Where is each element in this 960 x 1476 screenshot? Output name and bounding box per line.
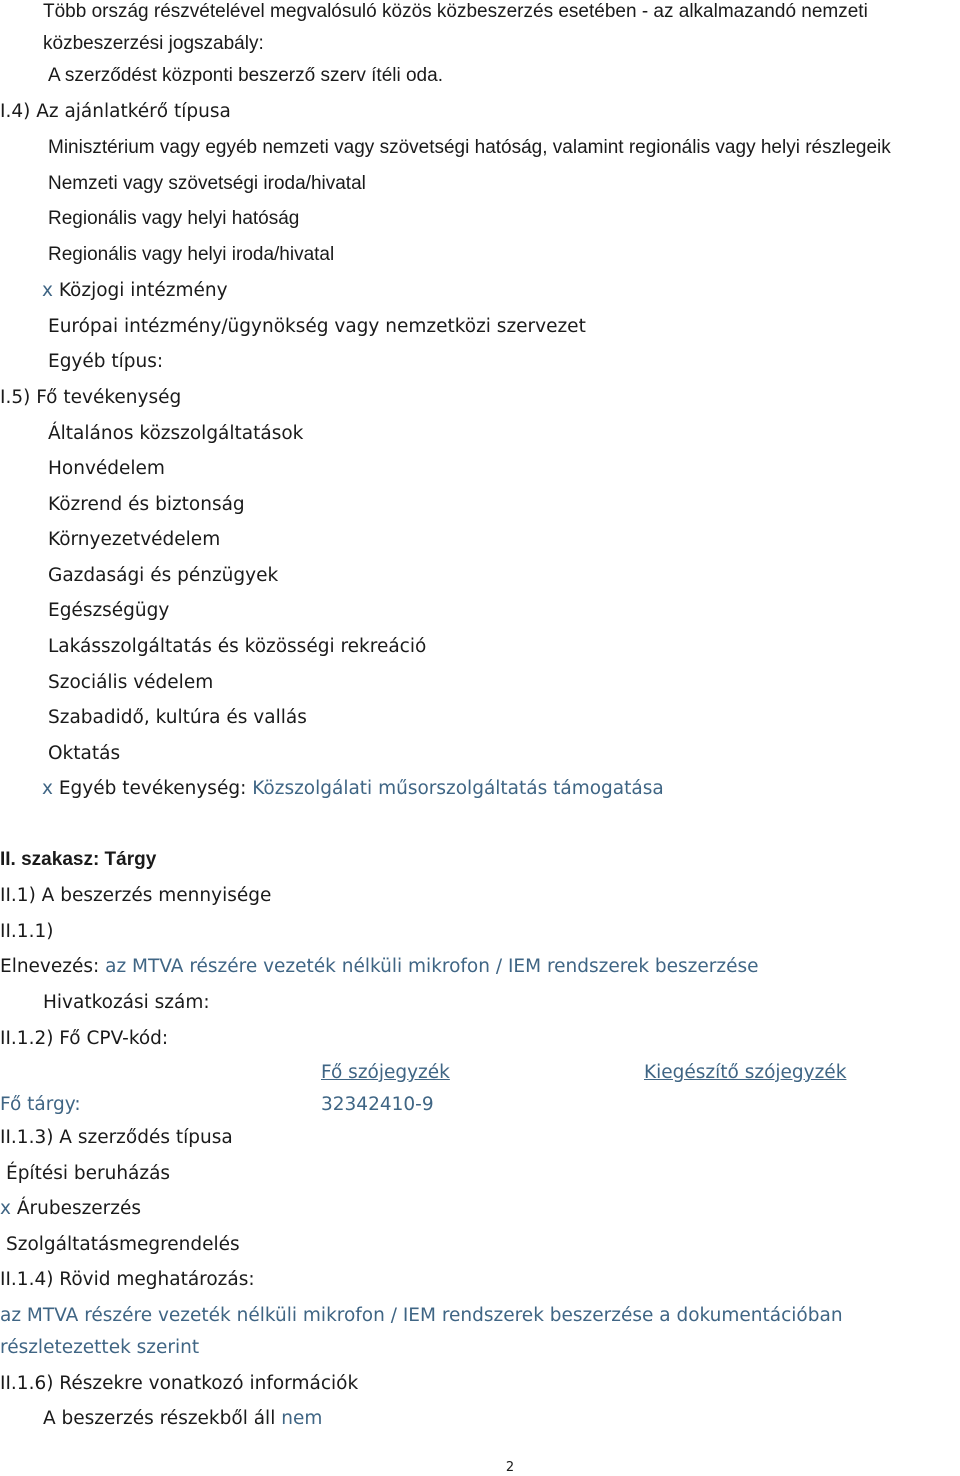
i4-option: Nemzeti vagy szövetségi iroda/hivatal <box>48 173 366 194</box>
selected-mark: x <box>42 778 53 799</box>
contract-type-option-selected <box>0 1197 141 1221</box>
contract-type-option: Szolgáltatásmegrendelés <box>6 1234 240 1255</box>
intro-line-3: A szerződést központi beszerző szerv ítéli oda. <box>48 65 443 86</box>
contract-type-option: Építési beruházás <box>6 1163 171 1184</box>
i4-option: Minisztérium vagy egyéb nemzeti vagy szövetségi hatóság, valamint regionális vagy helyi részlegeik <box>48 137 891 158</box>
reference-number-label: Hivatkozási szám: <box>43 992 210 1013</box>
i5-option: Gazdasági és pénzügyek <box>48 565 279 586</box>
title-value: az MTVA részére vezeték nélküli mikrofon / IEM rendszerek beszerzése <box>105 956 759 977</box>
cpv-supplementary-vocabulary-header: Kiegészítő szójegyzék <box>644 1062 847 1083</box>
contract-type-heading: II.1.3) A szerződés típusa <box>0 1127 233 1148</box>
cpv-heading: II.1.2) Fő CPV-kód: <box>0 1028 169 1049</box>
lots-heading: II.1.6) Részekre vonatkozó információk <box>0 1373 359 1394</box>
short-description-line-2: részletezettek szerint <box>0 1337 200 1358</box>
i5-option: Környezetvédelem <box>48 529 221 550</box>
i5-option: Egészségügy <box>48 600 170 621</box>
ii1-heading: II.1) A beszerzés mennyisége <box>0 885 272 906</box>
i4-option-selected <box>42 279 228 303</box>
lots-label: A beszerzés részekből áll <box>43 1408 276 1429</box>
cpv-main-object-label: Fő tárgy: <box>0 1094 81 1115</box>
cpv-main-object-code: 32342410-9 <box>321 1094 434 1115</box>
contract-type-label: Árubeszerzés <box>16 1198 142 1219</box>
i5-option: Oktatás <box>48 743 121 764</box>
section-i5-heading: I.5) Fő tevékenység <box>0 387 182 408</box>
i5-other-label: Egyéb tevékenység: <box>58 778 247 799</box>
intro-line-2: közbeszerzési jogszabály: <box>43 33 264 54</box>
i5-option: Szociális védelem <box>48 672 214 693</box>
selected-mark: x <box>0 1198 11 1219</box>
i4-option-label: Közjogi intézmény <box>58 280 228 301</box>
i5-option: Honvédelem <box>48 458 165 479</box>
ii11-heading: II.1.1) <box>0 921 54 942</box>
short-description-heading: II.1.4) Rövid meghatározás: <box>0 1269 255 1290</box>
i5-option: Közrend és biztonság <box>48 494 245 515</box>
section-ii-heading: II. szakasz: Tárgy <box>0 849 157 870</box>
cpv-main-vocabulary-header: Fő szójegyzék <box>321 1062 450 1083</box>
i5-other-activity <box>42 777 664 801</box>
i4-option: Regionális vagy helyi iroda/hivatal <box>48 244 335 265</box>
i5-option: Lakásszolgáltatás és közösségi rekreáció <box>48 636 427 657</box>
lots-value: nem <box>281 1408 323 1429</box>
lots-row <box>43 1407 322 1431</box>
i5-other-value: Közszolgálati műsorszolgáltatás támogatása <box>252 778 664 799</box>
i4-option: Regionális vagy helyi hatóság <box>48 208 300 229</box>
i5-option: Szabadidő, kultúra és vallás <box>48 707 307 728</box>
title-label: Elnevezés: <box>0 956 100 977</box>
i4-option: Egyéb típus: <box>48 351 164 372</box>
section-i4-heading: I.4) Az ajánlatkérő típusa <box>0 101 231 122</box>
intro-line-1: Több ország részvételével megvalósuló közös közbeszerzés esetében - az alkalmazandó nemzeti <box>43 1 868 22</box>
i5-option: Általános közszolgáltatások <box>48 423 304 444</box>
page-number: 2 <box>505 1460 515 1475</box>
selected-mark: x <box>42 280 53 301</box>
i4-option: Európai intézmény/ügynökség vagy nemzetközi szervezet <box>48 316 586 337</box>
title-row <box>0 955 759 979</box>
short-description-line-1: az MTVA részére vezeték nélküli mikrofon / IEM rendszerek beszerzése a dokumentációban <box>0 1305 843 1326</box>
